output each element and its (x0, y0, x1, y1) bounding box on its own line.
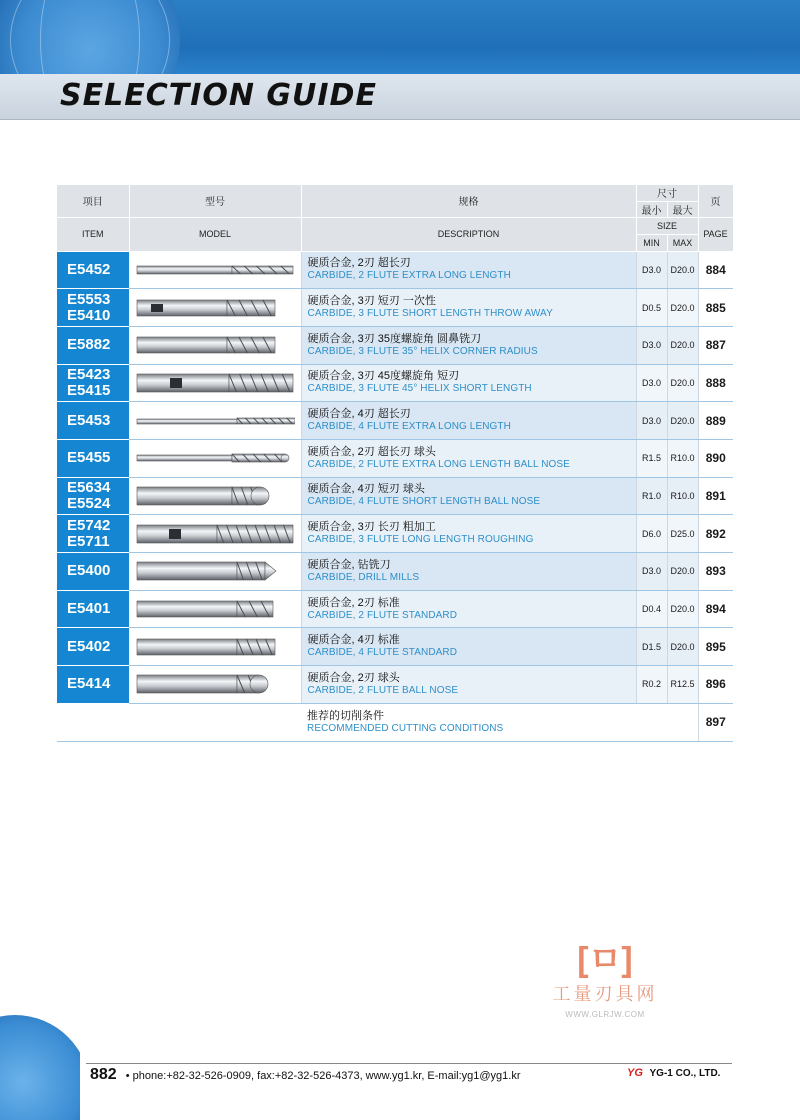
description (301, 666, 636, 704)
tool-image-roughing-icon (129, 515, 301, 553)
size-min: D6.0 (636, 515, 667, 553)
item-code-text: E5401 (67, 600, 111, 618)
item-code (57, 628, 129, 666)
selection-guide-table (57, 185, 734, 742)
recommended-desc-zh: 推荐的切削条件 (307, 709, 384, 722)
table-row (57, 251, 733, 289)
description (301, 515, 636, 553)
size-min: R1.5 (636, 439, 667, 477)
item-code-text: E5455 (67, 449, 111, 467)
size-max: D20.0 (667, 402, 698, 440)
size-min: D3.0 (636, 402, 667, 440)
footer-divider (86, 1063, 732, 1064)
item-code (57, 326, 129, 364)
item-code (57, 515, 129, 553)
item-code (57, 553, 129, 591)
company-name: YG-1 CO., LTD. (649, 1068, 721, 1079)
header-min-en: MIN (636, 234, 667, 251)
recommended-size-blank (636, 703, 698, 741)
table-row (57, 326, 733, 364)
page-number: 882 (90, 1066, 117, 1083)
item-code (57, 477, 129, 515)
description (301, 477, 636, 515)
description-zh: 硬质合金, 3刃 短刃 一次性 (307, 295, 436, 308)
recommended-desc-en: RECOMMENDED CUTTING CONDITIONS (307, 722, 504, 734)
tool-image-long-4-flute-icon (129, 402, 301, 440)
description-en: CARBIDE, 2 FLUTE STANDARD (307, 609, 458, 621)
item-code-text: E5410 (67, 306, 111, 324)
header-page-en: PAGE (698, 217, 733, 251)
table-row (57, 477, 733, 515)
page-ref: 889 (698, 402, 733, 440)
item-code-text: E5553 (67, 290, 111, 308)
table-row (57, 364, 733, 402)
page-ref: 885 (698, 289, 733, 327)
yg1-logo-icon: YG (627, 1067, 643, 1079)
size-min: D3.0 (636, 364, 667, 402)
size-min: D1.5 (636, 628, 667, 666)
table-row (57, 289, 733, 327)
description-zh: 硬质合金, 2刃 标准 (307, 596, 400, 609)
page-ref: 896 (698, 666, 733, 704)
description-zh: 硬质合金, 2刃 超长刃 (307, 257, 411, 270)
page-title: SELECTION GUIDE (60, 78, 377, 113)
footer (90, 1066, 521, 1084)
description-en: CARBIDE, 3 FLUTE 45° HELIX SHORT LENGTH (307, 383, 532, 395)
table-row (57, 590, 733, 628)
header-desc-zh: 规格 (301, 185, 636, 217)
description-zh: 硬质合金, 3刃 45度螺旋角 短刃 (307, 370, 460, 383)
size-max: R12.5 (667, 666, 698, 704)
header-item-en: ITEM (57, 217, 129, 251)
description-en: CARBIDE, 2 FLUTE BALL NOSE (307, 684, 459, 696)
description-en: CARBIDE, 3 FLUTE LONG LENGTH ROUGHING (307, 534, 534, 546)
item-code-text: E5414 (67, 675, 111, 693)
header-item-zh: 项目 (57, 185, 129, 217)
recommended-row (57, 703, 733, 741)
item-code-text: E5882 (67, 336, 111, 354)
tool-image-ball-2-icon (129, 666, 301, 704)
description-en: CARBIDE, 3 FLUTE 35° HELIX CORNER RADIUS (307, 345, 538, 357)
description-zh: 硬质合金, 4刃 短刃 球头 (307, 483, 425, 496)
page-ref: 895 (698, 628, 733, 666)
tool-image-helix-45-icon (129, 364, 301, 402)
size-min: D3.0 (636, 553, 667, 591)
item-code-text: E5400 (67, 562, 111, 580)
item-code (57, 590, 129, 628)
description-en: CARBIDE, 2 FLUTE EXTRA LONG LENGTH (307, 270, 511, 282)
footer-contact: • phone:+82-32-526-0909, fax:+82-32-526-4373, www.yg1.kr, E-mail:yg1@yg1.kr (125, 1070, 521, 1082)
description-en: CARBIDE, DRILL MILLS (307, 571, 420, 583)
page-ref: 893 (698, 553, 733, 591)
page-ref: 888 (698, 364, 733, 402)
watermark-name: 工量刃具网 (552, 984, 658, 1004)
size-max: D20.0 (667, 289, 698, 327)
header-max-en: MAX (667, 234, 698, 251)
size-min: R0.2 (636, 666, 667, 704)
description-zh: 硬质合金, 4刃 超长刃 (307, 408, 411, 421)
header-desc-en: DESCRIPTION (301, 217, 636, 251)
item-code-text: E5634 (67, 478, 111, 496)
header-size-zh: 尺寸 (636, 185, 698, 201)
table-row (57, 515, 733, 553)
description-zh: 硬质合金, 2刃 超长刃 球头 (307, 445, 436, 458)
tool-image-standard-4-icon (129, 628, 301, 666)
description-en: CARBIDE, 4 FLUTE EXTRA LONG LENGTH (307, 421, 511, 433)
table-row (57, 402, 733, 440)
size-min: D3.0 (636, 251, 667, 289)
description (301, 402, 636, 440)
description (301, 439, 636, 477)
size-max: D20.0 (667, 590, 698, 628)
tool-image-standard-2-icon (129, 590, 301, 628)
tool-image-short-ball-icon (129, 477, 301, 515)
item-code (57, 402, 129, 440)
table-row (57, 628, 733, 666)
item-code (57, 364, 129, 402)
table-row (57, 666, 733, 704)
page-ref: 884 (698, 251, 733, 289)
item-code-text: E5453 (67, 411, 111, 429)
description-en: CARBIDE, 4 FLUTE SHORT LENGTH BALL NOSE (307, 496, 541, 508)
tool-image-long-2-flute-icon (129, 251, 301, 289)
header-model-en: MODEL (129, 217, 301, 251)
description-zh: 硬质合金, 4刃 标准 (307, 634, 400, 647)
item-code-text: E5402 (67, 637, 111, 655)
recommended-page: 897 (698, 703, 733, 741)
page-ref: 890 (698, 439, 733, 477)
item-code (57, 289, 129, 327)
recommended-desc (301, 703, 636, 741)
size-min: D0.5 (636, 289, 667, 327)
header-page-zh: 页 (698, 185, 733, 217)
size-max: R10.0 (667, 477, 698, 515)
size-min: D0.4 (636, 590, 667, 628)
table-row (57, 553, 733, 591)
header-min-zh: 最小 (636, 201, 667, 217)
size-max: D20.0 (667, 326, 698, 364)
header-model-zh: 型号 (129, 185, 301, 217)
tool-image-short-3-flute-icon (129, 326, 301, 364)
size-max: D20.0 (667, 364, 698, 402)
description-zh: 硬质合金, 3刃 长刃 粗加工 (307, 521, 436, 534)
item-code-text: E5524 (67, 494, 111, 512)
globe-line (40, 0, 140, 80)
size-max: R10.0 (667, 439, 698, 477)
description-en: CARBIDE, 2 FLUTE EXTRA LONG LENGTH BALL NOSE (307, 458, 570, 470)
description-zh: 硬质合金, 3刃 35度螺旋角 圆鼻铣刀 (307, 332, 482, 345)
item-code-text: E5742 (67, 516, 111, 534)
tool-image-drill-mill-icon (129, 553, 301, 591)
item-code (57, 251, 129, 289)
company-brand (627, 1067, 720, 1079)
description-en: CARBIDE, 3 FLUTE SHORT LENGTH THROW AWAY (307, 308, 553, 320)
header-max-zh: 最大 (667, 201, 698, 217)
header-size-en: SIZE (636, 217, 698, 234)
item-code (57, 666, 129, 704)
description-en: CARBIDE, 4 FLUTE STANDARD (307, 647, 458, 659)
size-max: D20.0 (667, 553, 698, 591)
size-min: D3.0 (636, 326, 667, 364)
description (301, 251, 636, 289)
description-zh: 硬质合金, 钻铣刀 (307, 558, 391, 571)
watermark-url: WWW.GLRJW.COM (565, 1010, 645, 1019)
item-code-text: E5415 (67, 381, 111, 399)
header-band (0, 0, 800, 80)
description (301, 628, 636, 666)
size-max: D25.0 (667, 515, 698, 553)
description-zh: 硬质合金, 2刃 球头 (307, 671, 400, 684)
table-row (57, 439, 733, 477)
recommended-blank (57, 703, 301, 741)
size-min: R1.0 (636, 477, 667, 515)
size-max: D20.0 (667, 251, 698, 289)
item-code-text: E5711 (67, 532, 110, 550)
page-ref: 892 (698, 515, 733, 553)
watermark-logo-icon: [ㅁ] (577, 941, 633, 979)
description (301, 590, 636, 628)
description (301, 553, 636, 591)
item-code-text: E5452 (67, 260, 111, 278)
item-code-text: E5423 (67, 365, 111, 383)
description (301, 326, 636, 364)
size-max: D20.0 (667, 628, 698, 666)
footer-globe-graphic (0, 1015, 80, 1120)
item-code (57, 439, 129, 477)
description (301, 364, 636, 402)
tool-image-short-3-flute-flat-icon (129, 289, 301, 327)
description (301, 289, 636, 327)
page-ref: 894 (698, 590, 733, 628)
watermark (540, 942, 670, 1019)
page-ref: 891 (698, 477, 733, 515)
tool-image-long-ball-icon (129, 439, 301, 477)
page-ref: 887 (698, 326, 733, 364)
